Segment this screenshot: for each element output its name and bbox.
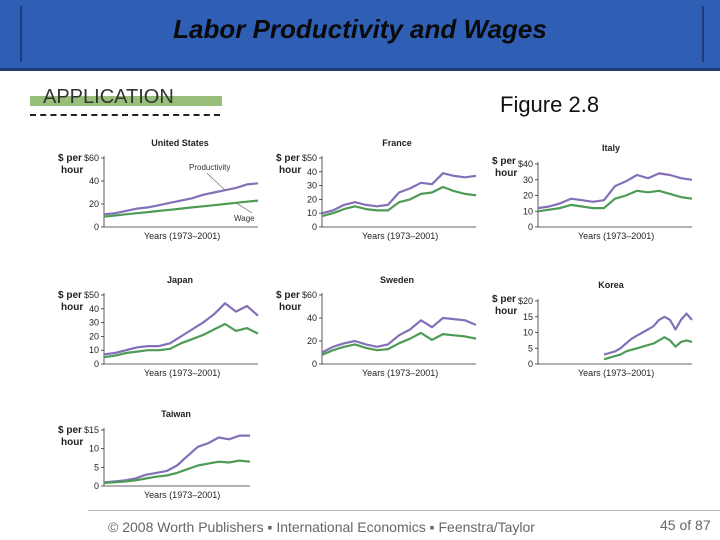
figure-label: Figure 2.8 xyxy=(500,92,600,117)
chart-title-sweden: Sweden xyxy=(379,275,415,285)
y-axis-label-line2-taiwan: hour xyxy=(61,437,84,448)
y-tick-label-united-states: 20 xyxy=(88,199,99,209)
y-tick-label-taiwan: 0 xyxy=(93,481,99,491)
footer-divider xyxy=(88,510,720,511)
y-tick-label-france: 40 xyxy=(306,166,317,177)
series-line-italy-productivity xyxy=(538,173,692,208)
y-tick-label-japan: 30 xyxy=(88,317,99,328)
series-label-leader-united-states xyxy=(236,203,252,213)
series-line-korea-wage xyxy=(604,337,692,359)
y-axis-label-united-states: $ per xyxy=(58,153,82,164)
y-tick-label-italy: $40 xyxy=(517,159,533,169)
series-line-italy-wage xyxy=(538,191,692,212)
series-label-united-states: Wage xyxy=(234,213,255,223)
y-tick-label-united-states: 40 xyxy=(88,176,99,186)
y-tick-label-japan: 40 xyxy=(88,303,99,314)
y-axis-label-line2-sweden: hour xyxy=(279,302,302,313)
y-tick-label-united-states: 0 xyxy=(93,222,99,232)
y-tick-label-france: 0 xyxy=(311,222,317,232)
application-label: APPLICATION xyxy=(43,86,174,108)
x-axis-label-japan: Years (1973–2001) xyxy=(144,368,221,378)
y-tick-label-korea: 10 xyxy=(522,327,533,338)
y-tick-label-italy: 20 xyxy=(522,190,533,201)
y-tick-label-japan: 10 xyxy=(88,345,99,356)
series-label-leader-united-states xyxy=(207,173,225,190)
chart-title-united-states: United States xyxy=(151,138,209,148)
y-axis-label-sweden: $ per xyxy=(276,290,300,301)
y-tick-label-japan: 0 xyxy=(93,359,99,369)
y-tick-label-japan: $50 xyxy=(83,290,99,300)
y-axis-label-line2-italy: hour xyxy=(495,168,518,179)
chart-title-japan: Japan xyxy=(166,275,194,285)
y-axis-label-line2-united-states: hour xyxy=(61,165,84,176)
y-axis-label-korea: $ per xyxy=(492,294,516,305)
x-axis-label-united-states: Years (1973–2001) xyxy=(144,231,221,241)
y-tick-label-sweden: 0 xyxy=(311,359,317,369)
y-tick-label-france: $50 xyxy=(301,153,317,163)
y-axis-label-line2-korea: hour xyxy=(495,306,518,317)
y-tick-label-sweden: $60 xyxy=(301,290,317,300)
y-axis-label-taiwan: $ per xyxy=(58,425,82,436)
y-tick-label-korea: $20 xyxy=(517,296,533,306)
x-axis-label-italy: Years (1973–2001) xyxy=(578,231,655,241)
series-line-taiwan-productivity xyxy=(104,436,250,483)
slide-title: Labor Productivity and Wages xyxy=(173,14,547,44)
y-tick-label-italy: 30 xyxy=(522,174,533,185)
series-line-japan-wage xyxy=(104,324,258,357)
y-axis-label-line2-france: hour xyxy=(279,165,302,176)
y-axis-label-france: $ per xyxy=(276,153,300,164)
series-line-japan-productivity xyxy=(104,303,258,354)
chart-title-italy: Italy xyxy=(601,143,621,153)
y-tick-label-france: 10 xyxy=(306,208,317,219)
y-tick-label-sweden: 20 xyxy=(306,336,317,346)
y-tick-label-france: 20 xyxy=(306,194,317,205)
chart-title-taiwan: Taiwan xyxy=(161,409,191,419)
y-tick-label-france: 30 xyxy=(306,180,317,191)
y-tick-label-italy: 0 xyxy=(527,222,533,232)
page-number: 45 of 87 xyxy=(660,517,711,533)
y-axis-label-japan: $ per xyxy=(58,290,82,301)
series-label-united-states: Productivity xyxy=(189,163,231,173)
y-tick-label-japan: 20 xyxy=(88,331,99,342)
y-tick-label-sweden: 40 xyxy=(306,313,317,323)
series-line-france-productivity xyxy=(322,173,476,213)
footer-text: © 2008 Worth Publishers ▪ International Economics ▪ Feenstra/Taylor xyxy=(108,519,535,535)
y-tick-label-italy: 10 xyxy=(522,206,533,217)
x-axis-label-taiwan: Years (1973–2001) xyxy=(144,490,221,500)
y-tick-label-korea: 15 xyxy=(522,311,533,322)
y-tick-label-korea: 5 xyxy=(527,343,533,354)
x-axis-label-france: Years (1973–2001) xyxy=(362,231,439,241)
y-axis-label-line2-japan: hour xyxy=(61,302,84,313)
y-tick-label-taiwan: 10 xyxy=(88,443,99,454)
chart-title-korea: Korea xyxy=(598,280,624,290)
y-tick-label-taiwan: 5 xyxy=(93,462,99,473)
x-axis-label-sweden: Years (1973–2001) xyxy=(362,368,439,378)
y-tick-label-korea: 0 xyxy=(527,359,533,369)
series-line-korea-productivity xyxy=(604,314,692,355)
y-axis-label-italy: $ per xyxy=(492,156,516,167)
y-tick-label-united-states: $60 xyxy=(83,153,99,163)
y-tick-label-taiwan: $15 xyxy=(83,425,99,435)
chart-title-france: France xyxy=(382,138,412,148)
x-axis-label-korea: Years (1973–2001) xyxy=(578,368,655,378)
